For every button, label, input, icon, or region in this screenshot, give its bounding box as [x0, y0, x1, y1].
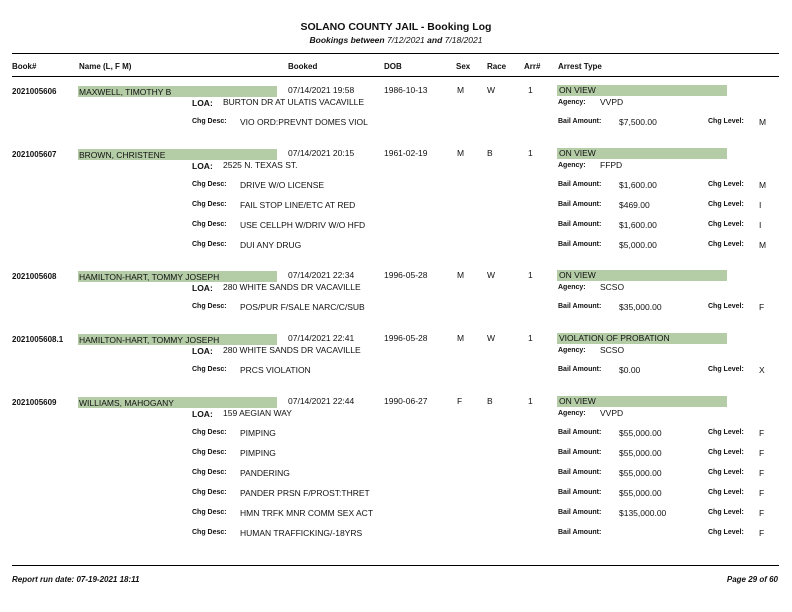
sex: F — [457, 396, 463, 406]
chg-desc-label: Chg Desc: — [192, 469, 227, 476]
charge-description: PIMPING — [240, 428, 276, 438]
chg-desc-label: Chg Desc: — [192, 241, 227, 248]
loa-label: LOA: — [192, 346, 213, 356]
booked-datetime: 07/14/2021 22:44 — [288, 396, 355, 406]
agency-label: Agency: — [558, 410, 586, 417]
chg-level-label: Chg Level: — [708, 118, 744, 125]
charge-level: F — [759, 448, 765, 458]
col-race: Race — [487, 62, 507, 71]
charge-description: DUI ANY DRUG — [240, 240, 302, 250]
race: W — [487, 85, 496, 95]
inmate-name: BROWN, CHRISTENE — [79, 150, 166, 160]
chg-level-label: Chg Level: — [708, 489, 744, 496]
arrest-number: 1 — [528, 270, 533, 280]
col-booked: Booked — [288, 62, 318, 71]
bail-amount: $135,000.00 — [619, 508, 667, 518]
chg-level-label: Chg Level: — [708, 509, 744, 516]
arrest-number: 1 — [528, 396, 533, 406]
agency-value: SCSO — [600, 345, 625, 355]
chg-desc-label: Chg Desc: — [192, 449, 227, 456]
charge-description: DRIVE W/O LICENSE — [240, 180, 325, 190]
bail-amount: $5,000.00 — [619, 240, 657, 250]
inmate-name: MAXWELL, TIMOTHY B — [79, 87, 172, 97]
header-bottom-rule — [12, 76, 779, 77]
bail-amount: $469.00 — [619, 200, 650, 210]
charge-level: X — [759, 365, 765, 375]
bail-amount-label: Bail Amount: — [558, 181, 602, 188]
chg-desc-label: Chg Desc: — [192, 489, 227, 496]
charge-description: PRCS VIOLATION — [240, 365, 311, 375]
agency-value: SCSO — [600, 282, 625, 292]
booked-datetime: 07/14/2021 20:15 — [288, 148, 355, 158]
dob: 1961-02-19 — [384, 148, 428, 158]
chg-desc-label: Chg Desc: — [192, 303, 227, 310]
loa-label: LOA: — [192, 283, 213, 293]
book-number: 2021005606 — [12, 87, 57, 96]
chg-level-label: Chg Level: — [708, 529, 744, 536]
col-arrest-type: Arrest Type — [558, 62, 602, 71]
loa-value: BURTON DR AT ULATIS VACAVILLE — [223, 97, 365, 107]
charge-level: F — [759, 428, 765, 438]
charge-description: HUMAN TRAFFICKING/-18YRS — [240, 528, 363, 538]
bail-amount: $55,000.00 — [619, 428, 662, 438]
agency-label: Agency: — [558, 162, 586, 169]
race: W — [487, 333, 496, 343]
bail-amount-label: Bail Amount: — [558, 201, 602, 208]
booked-datetime: 07/14/2021 22:41 — [288, 333, 355, 343]
agency-label: Agency: — [558, 347, 586, 354]
bail-amount-label: Bail Amount: — [558, 449, 602, 456]
charge-level: F — [759, 508, 765, 518]
report-run-date: Report run date: 07-19-2021 18:11 — [12, 575, 140, 584]
bail-amount: $55,000.00 — [619, 488, 662, 498]
arrest-type: ON VIEW — [559, 396, 596, 406]
dob: 1996-05-28 — [384, 270, 428, 280]
inmate-name: HAMILTON-HART, TOMMY JOSEPH — [79, 272, 220, 282]
inmate-name: WILLIAMS, MAHOGANY — [79, 398, 174, 408]
loa-value: 2525 N. TEXAS ST. — [223, 160, 298, 170]
arrest-type: ON VIEW — [559, 148, 596, 158]
chg-level-label: Chg Level: — [708, 469, 744, 476]
arrest-number: 1 — [528, 148, 533, 158]
subtitle-prefix: Bookings between — [309, 35, 385, 45]
chg-desc-label: Chg Desc: — [192, 118, 227, 125]
book-number: 2021005608.1 — [12, 335, 64, 344]
report-subtitle — [0, 35, 792, 45]
agency-label: Agency: — [558, 284, 586, 291]
charge-level: F — [759, 468, 765, 478]
book-number: 2021005609 — [12, 398, 57, 407]
dob: 1996-05-28 — [384, 333, 428, 343]
bail-amount-label: Bail Amount: — [558, 509, 602, 516]
page-number: Page 29 of 60 — [726, 575, 778, 584]
col-dob: DOB — [384, 62, 402, 71]
race: B — [487, 396, 493, 406]
charge-description: HMN TRFK MNR COMM SEX ACT — [240, 508, 374, 518]
charge-description: VIO ORD:PREVNT DOMES VIOL — [240, 117, 368, 127]
charge-level: M — [759, 180, 767, 190]
col-arr: Arr# — [524, 62, 541, 71]
sex: M — [457, 148, 465, 158]
bail-amount-label: Bail Amount: — [558, 303, 602, 310]
sex: M — [457, 85, 465, 95]
col-sex: Sex — [456, 62, 471, 71]
bail-amount-label: Bail Amount: — [558, 489, 602, 496]
chg-level-label: Chg Level: — [708, 201, 744, 208]
agency-value: VVPD — [600, 97, 624, 107]
arrest-number: 1 — [528, 333, 533, 343]
bail-amount: $7,500.00 — [619, 117, 657, 127]
chg-level-label: Chg Level: — [708, 241, 744, 248]
charge-level: F — [759, 488, 765, 498]
sex: M — [457, 270, 465, 280]
charge-description: POS/PUR F/SALE NARC/C/SUB — [240, 302, 365, 312]
bail-amount: $1,600.00 — [619, 220, 657, 230]
bail-amount-label: Bail Amount: — [558, 241, 602, 248]
bail-amount-label: Bail Amount: — [558, 529, 602, 536]
arrest-type: ON VIEW — [559, 85, 596, 95]
chg-desc-label: Chg Desc: — [192, 181, 227, 188]
subtitle-and: and — [427, 35, 443, 45]
chg-level-label: Chg Level: — [708, 449, 744, 456]
chg-level-label: Chg Level: — [708, 221, 744, 228]
chg-desc-label: Chg Desc: — [192, 366, 227, 373]
chg-desc-label: Chg Desc: — [192, 509, 227, 516]
race: B — [487, 148, 493, 158]
bail-amount: $35,000.00 — [619, 302, 662, 312]
chg-level-label: Chg Level: — [708, 429, 744, 436]
loa-value: 280 WHITE SANDS DR VACAVILLE — [223, 282, 361, 292]
agency-label: Agency: — [558, 99, 586, 106]
start-date: 7/12/2021 — [386, 35, 425, 45]
arrest-type: VIOLATION OF PROBATION — [559, 333, 670, 343]
bail-amount-label: Bail Amount: — [558, 118, 602, 125]
charge-description: PANDER PRSN F/PROST:THRET — [240, 488, 370, 498]
loa-label: LOA: — [192, 98, 213, 108]
chg-desc-label: Chg Desc: — [192, 221, 227, 228]
arrest-type: ON VIEW — [559, 270, 596, 280]
charge-description: FAIL STOP LINE/ETC AT RED — [240, 200, 356, 210]
loa-value: 280 WHITE SANDS DR VACAVILLE — [223, 345, 361, 355]
booked-datetime: 07/14/2021 22:34 — [288, 270, 355, 280]
charge-level: I — [759, 200, 762, 210]
bail-amount-label: Bail Amount: — [558, 469, 602, 476]
header-top-rule — [12, 53, 779, 54]
charge-description: PANDERING — [240, 468, 290, 478]
loa-label: LOA: — [192, 409, 213, 419]
chg-level-label: Chg Level: — [708, 303, 744, 310]
bail-amount: $55,000.00 — [619, 468, 662, 478]
charge-description: PIMPING — [240, 448, 276, 458]
arrest-number: 1 — [528, 85, 533, 95]
report-title: SOLANO COUNTY JAIL - Booking Log — [300, 21, 492, 33]
chg-desc-label: Chg Desc: — [192, 529, 227, 536]
agency-value: FFPD — [600, 160, 623, 170]
chg-desc-label: Chg Desc: — [192, 429, 227, 436]
bail-amount-label: Bail Amount: — [558, 429, 602, 436]
sex: M — [457, 333, 465, 343]
charge-description: USE CELLPH W/DRIV W/O HFD — [240, 220, 366, 230]
dob: 1986-10-13 — [384, 85, 428, 95]
inmate-name: HAMILTON-HART, TOMMY JOSEPH — [79, 335, 220, 345]
charge-level: M — [759, 117, 767, 127]
charge-level: F — [759, 528, 765, 538]
end-date: 7/18/2021 — [444, 35, 483, 45]
bail-amount: $55,000.00 — [619, 448, 662, 458]
loa-label: LOA: — [192, 161, 213, 171]
bail-amount: $0.00 — [619, 365, 641, 375]
charge-level: I — [759, 220, 762, 230]
footer-rule — [12, 565, 779, 566]
booked-datetime: 07/14/2021 19:58 — [288, 85, 355, 95]
col-book: Book# — [12, 62, 37, 71]
chg-desc-label: Chg Desc: — [192, 201, 227, 208]
book-number: 2021005608 — [12, 272, 57, 281]
bail-amount: $1,600.00 — [619, 180, 657, 190]
charge-level: F — [759, 302, 765, 312]
bail-amount-label: Bail Amount: — [558, 221, 602, 228]
agency-value: VVPD — [600, 408, 624, 418]
race: W — [487, 270, 496, 280]
dob: 1990-06-27 — [384, 396, 428, 406]
chg-level-label: Chg Level: — [708, 181, 744, 188]
col-name: Name (L, F M) — [79, 62, 132, 71]
book-number: 2021005607 — [12, 150, 57, 159]
chg-level-label: Chg Level: — [708, 366, 744, 373]
bail-amount-label: Bail Amount: — [558, 366, 602, 373]
charge-level: M — [759, 240, 767, 250]
loa-value: 159 AEGIAN WAY — [223, 408, 292, 418]
